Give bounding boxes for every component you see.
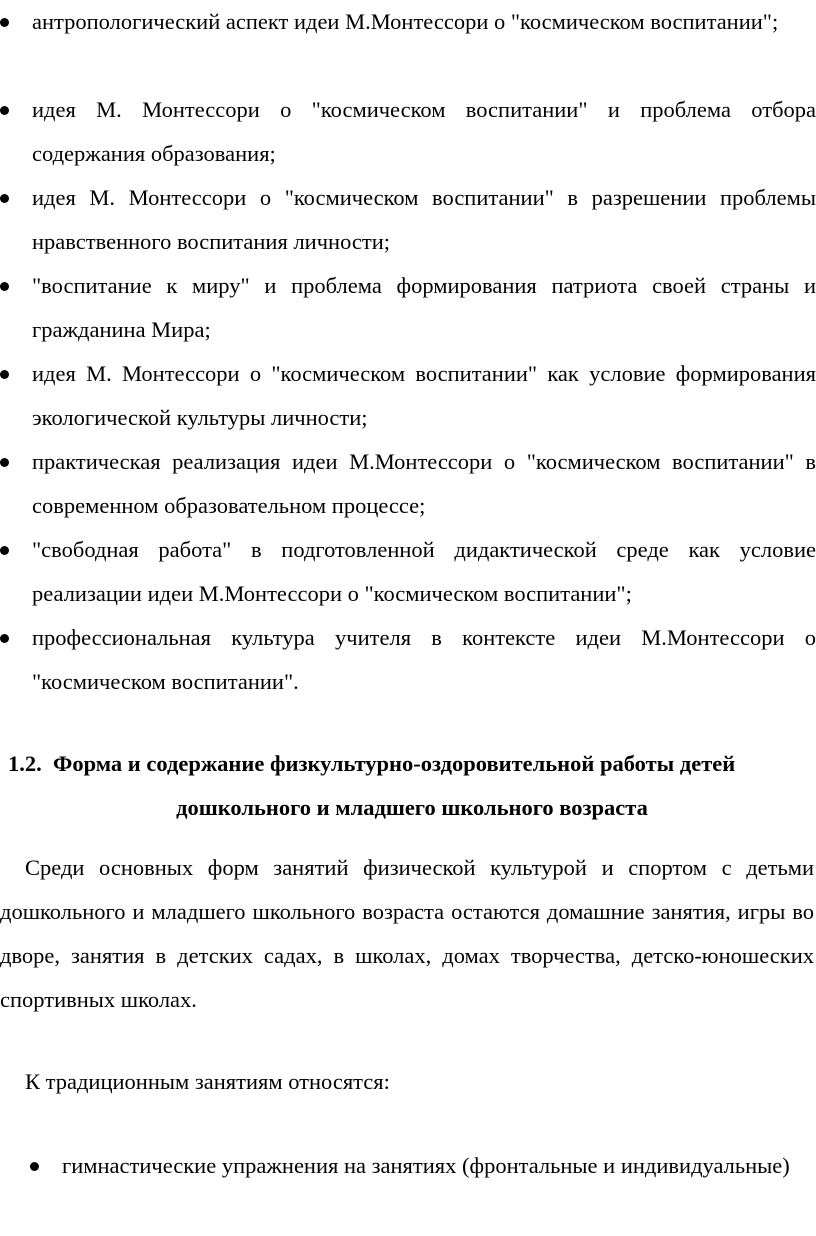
list-item-text: антропологический аспект идеи М.Монтессори о "космическом воспитании"; [32,9,779,34]
section-number: 1.2. [8,751,42,776]
bullet-icon [0,18,9,27]
section-title-line2: дошкольного и младшего школьного возраста [176,795,648,820]
list-item [0,88,816,176]
list-item [0,264,816,352]
list-item [0,0,816,88]
list-item-text: идея М. Монтессори о "космическом воспитании" в разрешении проблемы нравственного воспитания личности; [32,185,816,254]
list-item [0,176,816,264]
bullet-icon [0,370,9,379]
bullet-icon [0,634,9,643]
list-item-text: "свободная работа" в подготовленной дидактической среде как условие реализации идеи М.Монтессори о "космическом воспитании"; [32,537,816,606]
list-item [0,352,816,440]
traditional-activities-list [30,1144,816,1188]
bullet-icon [0,458,9,467]
list-item [30,1144,816,1188]
list-item [0,616,816,704]
list-item-text: профессиональная культура учителя в контексте идеи М.Монтессори о "космическом воспитании". [32,625,816,694]
list-item-text: "воспитание к миру" и проблема формирования патриота своей страны и гражданина Мира; [32,273,816,342]
list-item [0,440,816,528]
body-paragraph: Среди основных форм занятий физической культурой и спортом с детьми дошкольного и младшего школьного возраста остаются домашние занятия, игры во дворе, занятия в детских садах, в школах, домах творчества, детско-юношеских спортивных школах. [0,855,814,1012]
bullet-icon [0,546,9,555]
list-intro: К традиционным занятиям относятся: [25,1069,390,1094]
bullet-icon [0,194,9,203]
bullet-icon [0,106,9,115]
list-item-text: идея М. Монтессори о "космическом воспитании" как условие формирования экологической культуры личности; [32,361,816,430]
list-item-text: гимнастические упражнения на занятиях (фронтальные и индивидуальные) [62,1153,790,1178]
section-title-line1: Форма и содержание физкультурно-оздоровительной работы детей [53,751,736,776]
list-item [0,528,816,616]
list-item-text: идея М. Монтессори о "космическом воспитании" и проблема отбора содержания образования; [32,97,816,166]
section-heading [0,742,816,830]
bullet-icon [0,282,9,291]
bullet-icon [30,1162,39,1171]
list-item-text: практическая реализация идеи М.Монтессори о "космическом воспитании" в современном образовательном процессе; [32,449,816,518]
